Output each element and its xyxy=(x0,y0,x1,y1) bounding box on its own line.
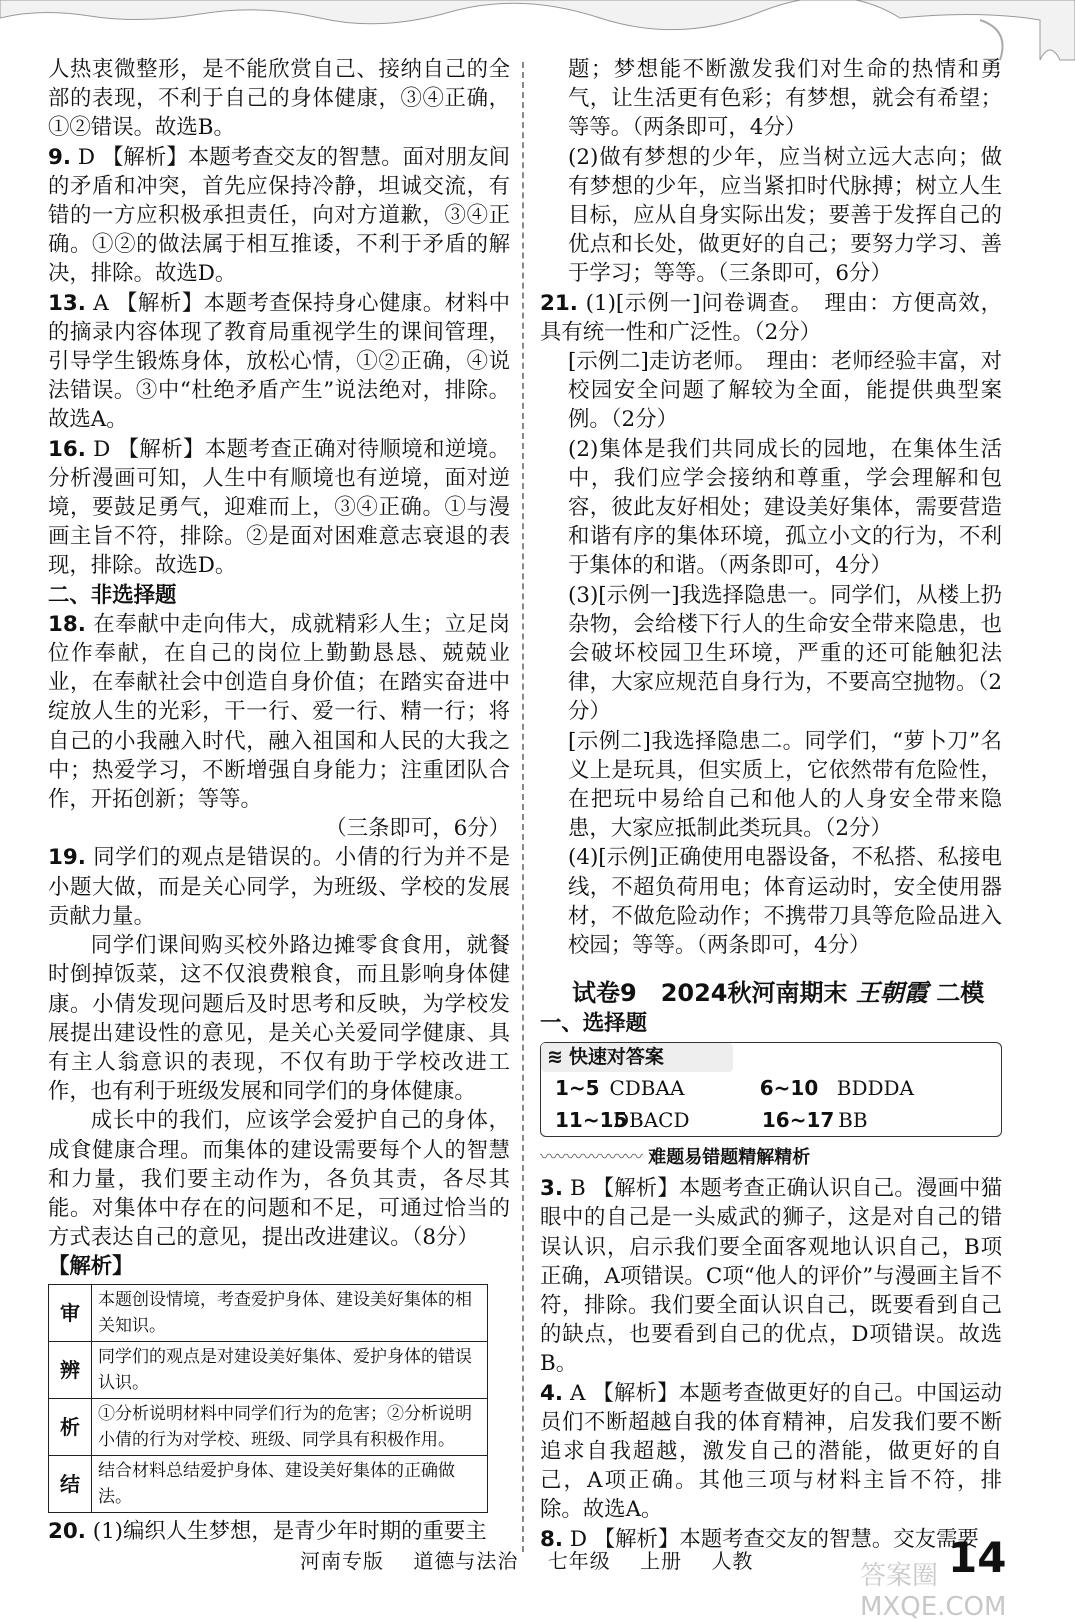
question-number: 9. xyxy=(48,144,72,170)
question-number: 4. xyxy=(540,1380,564,1406)
left-column xyxy=(48,55,510,1546)
footer-publisher: 人教 xyxy=(711,1549,754,1573)
question-20 xyxy=(48,1517,510,1546)
question-text: (1)[示例一]问卷调查。 理由：方便高效，具有统一性和广泛性。（2分） xyxy=(540,290,1002,345)
question-number: 20. xyxy=(48,1518,86,1544)
footer-edition: 河南专版 xyxy=(300,1549,384,1573)
paper-title xyxy=(572,978,1002,1008)
analysis-label: 【解析】 xyxy=(48,1254,134,1280)
continued-text: 人热衷微整形，是不能欣赏自己、接纳自己的全部的表现，不利于自己的身体健康，③④正确，①②错误。故选B。 xyxy=(48,57,510,141)
question-number: 21. xyxy=(540,290,578,316)
question-16 xyxy=(48,435,510,581)
question-text: D 【解析】本题考查交友的智慧。面对朋友间的矛盾和冲突，首先应保持冷静，坦诚交流，有错的一方应积极承担责任，向对方道歉，③④正确。①②的做法属于相互推诿，不利于矛盾的解决，排除。故选D。 xyxy=(48,144,510,287)
question-number: 19. xyxy=(48,845,86,871)
question-text: A 【解析】本题考查保持身心健康。材料中的摘录内容体现了教育局重视学生的课间管理，引导学生锻炼身体，放松心情，①②正确，④说法错误。③中“杜绝矛盾产生”说法绝对，排除。故选A。 xyxy=(48,290,510,433)
question-3 xyxy=(540,1174,1002,1378)
row-key: 审 xyxy=(49,1284,92,1341)
quick-answer-header xyxy=(541,1043,733,1072)
wave-icon: ≋ xyxy=(547,1045,563,1068)
question-19 xyxy=(48,843,510,931)
footer-volume: 上册 xyxy=(640,1549,683,1573)
analysis-table xyxy=(48,1284,488,1513)
section-heading: 二、非选择题 xyxy=(48,582,177,608)
question-text: A 【解析】本题考查做更好的自己。中国运动员们不断超越自我的体育精神，启发我们要不断追求自我超越，激发自己的潜能，做更好的自己，A项正确。其他三项与材料主旨不符，排除。故选A。 xyxy=(540,1380,1002,1523)
answer-paragraph: [示例二]我选择隐患二。同学们，“萝卜刀”名义上是玩具，但实质上，它依然带有危险性，在把玩中易给自己和他人的人身安全带来隐患，大家应抵制此类玩具。（2分） xyxy=(568,728,1002,842)
row-key: 析 xyxy=(49,1398,92,1455)
question-9 xyxy=(48,143,510,289)
quick-answer-box xyxy=(540,1042,1002,1137)
row-key: 辨 xyxy=(49,1341,92,1398)
page-number: 14 xyxy=(948,1533,1007,1582)
answer-paragraph: (4)[示例]正确使用电器设备，不私搭、私接电线，不超负荷用电；体育运动时，安全使用器材，不做危险动作；不携带刀具等危险品进入校园；等等。（两条即可，4分） xyxy=(568,845,1002,959)
wave-decoration-icon: 〰〰〰〰〰〰 xyxy=(540,1146,642,1168)
range-label: 6~10 xyxy=(759,1075,819,1100)
question-text: 在奉献中走向伟大，成就精彩人生；立足岗位作奉献，在自己的岗位上勤勤恳恳、兢兢业业，在奉献社会中创造自身价值；在踏实奋进中绽放人生的光彩，干一行、爱一行、精一行；将自己的小我融入时代，融入祖国和人民的大我之中；热爱学习，不断增强自身能力；注重团队合作，开拓创新；等等。 xyxy=(48,611,510,813)
question-text: 同学们的观点是错误的。小倩的行为并不是小题大做，而是关心同学，为班级、学校的发展贡献力量。 xyxy=(48,845,510,929)
footer-subject: 道德与法治 xyxy=(413,1549,519,1573)
range-label: 11~15 xyxy=(555,1107,628,1132)
watermark: 答案圈 MXQE.COM xyxy=(860,1561,1007,1622)
answer-paragraph: (2)做有梦想的少年，应当树立远大志向；做有梦想的少年，应当紧扣时代脉搏；树立人生目标，应从自身实际出发；要善于发挥自己的优点和长处，做更好的自己；要努力学习、善于学习；等等。（三条即可，6分） xyxy=(568,144,1002,287)
answer-letters: DBACD xyxy=(613,1107,690,1132)
answer-paragraph: (3)[示例一]我选择隐患一。同学们，从楼上扔杂物，会给楼下行人的生命安全带来隐患，也会破坏校园卫生环境，严重的还可能触犯法律，大家应规范自身行为，不要高空抛物。（2分） xyxy=(568,582,1002,725)
table-row xyxy=(49,1341,488,1398)
table-row xyxy=(49,1398,488,1455)
question-4 xyxy=(540,1379,1002,1525)
row-value: ①分析说明材料中同学们行为的危害；②分析说明小倩的行为对学校、班级、同学具有积极作用。 xyxy=(92,1398,488,1455)
question-number: 18. xyxy=(48,611,86,637)
row-value: 本题创设情境，考查爱护身体、建设美好集体的相关知识。 xyxy=(92,1284,488,1341)
right-column xyxy=(540,55,1002,1554)
continued-text: 题；梦想能不断激发我们对生命的热情和勇气，让生活更有色彩；有梦想，就会有希望；等等。（两条即可，4分） xyxy=(568,57,1002,141)
range-label: 16~17 xyxy=(761,1107,835,1132)
hard-questions-label: 难题易错题精解精析 xyxy=(648,1146,811,1168)
question-number: 8. xyxy=(540,1526,564,1552)
answer-letters: BB xyxy=(838,1107,868,1132)
answer-paragraph: [示例二]走访老师。 理由：老师经验丰富，对校园安全问题了解较为全面，能提供典型案例。（2分） xyxy=(568,349,1002,433)
answer-paragraph: 成长中的我们，应该学会爱护自己的身体，成食健康合理。而集体的建设需要每个人的智慧和力量，我们要主动作为，各负其责，各尽其能。对集体中存在的问题和不足，可通过恰当的方式表达自己的意见，提出改进建议。（8分） xyxy=(48,1108,510,1251)
question-18 xyxy=(48,610,510,814)
section-heading: 一、选择题 xyxy=(540,1010,647,1036)
footer-text xyxy=(300,1545,775,1574)
row-value: 结合材料总结爱护身体、建设美好集体的正确做法。 xyxy=(92,1455,488,1512)
brand-logo: 王朝霞 xyxy=(855,978,928,1008)
answer-row xyxy=(541,1072,1001,1104)
score-note: （三条即可，6分） xyxy=(325,816,510,842)
question-number: 16. xyxy=(48,436,86,462)
answer-letters: BDDDA xyxy=(836,1075,914,1100)
quick-answer-label: 快速对答案 xyxy=(568,1045,664,1068)
paper-title-suffix: 二模 xyxy=(936,979,985,1008)
table-row xyxy=(49,1455,488,1512)
question-text: D 【解析】本题考查交友的智慧。交友需要 xyxy=(569,1526,979,1552)
footer-grade: 七年级 xyxy=(547,1549,611,1573)
paper-title-main: 试卷9 2024秋河南期末 xyxy=(572,979,848,1008)
hard-questions-bar xyxy=(540,1143,1002,1172)
column-divider xyxy=(522,62,524,1552)
question-text: (1)编织人生梦想，是青少年时期的重要主 xyxy=(92,1518,487,1544)
question-text: B 【解析】本题考查正确认识自己。漫画中猫眼中的自己是一头威武的狮子，这是对自己的错误认识，启示我们要全面客观地认识自己，B项正确，A项错误。C项“他人的评价”与漫画主旨不符，排除。我们要全面认识自己，既要看到自己的缺点，也要看到自己的优点，D项错误。故选B。 xyxy=(540,1176,1002,1377)
answer-row xyxy=(541,1104,1001,1136)
question-text: D 【解析】本题考查正确对待顺境和逆境。分析漫画可知，人生中有顺境也有逆境，面对逆境，要鼓足勇气，迎难而上，③④正确。①与漫画主旨不符，排除。②是面对困难意志衰退的表现，排除。故选D。 xyxy=(48,436,510,579)
row-key: 结 xyxy=(49,1455,92,1512)
question-13 xyxy=(48,289,510,435)
answer-paragraph: 同学们课间购买校外路边摊零食食用，就餐时倒掉饭菜，这不仅浪费粮食，而且影响身体健康。小倩发现问题后及时思考和反映，为学校发展提出建设性的意见，是关心关爱同学健康、具有主人翁意识的表现，不仅有助于学校改进工作，也有利于班级发展和同学们的身体健康。 xyxy=(48,933,510,1105)
table-row xyxy=(49,1284,488,1341)
answer-paragraph: (2)集体是我们共同成长的园地，在集体生活中，我们应学会接纳和尊重，学会理解和包容，彼此友好相处；建设美好集体，需要营造和谐有序的集体环境，孤立小文的行为，不利于集体的和谐。（两条即可，4分） xyxy=(568,436,1002,579)
question-number: 13. xyxy=(48,290,86,316)
row-value: 同学们的观点是对建设美好集体、爱护身体的错误认识。 xyxy=(92,1341,488,1398)
answer-letters: CDBAA xyxy=(609,1075,685,1100)
question-number: 3. xyxy=(540,1176,564,1202)
question-21 xyxy=(540,289,1002,347)
range-label: 1~5 xyxy=(555,1075,600,1100)
